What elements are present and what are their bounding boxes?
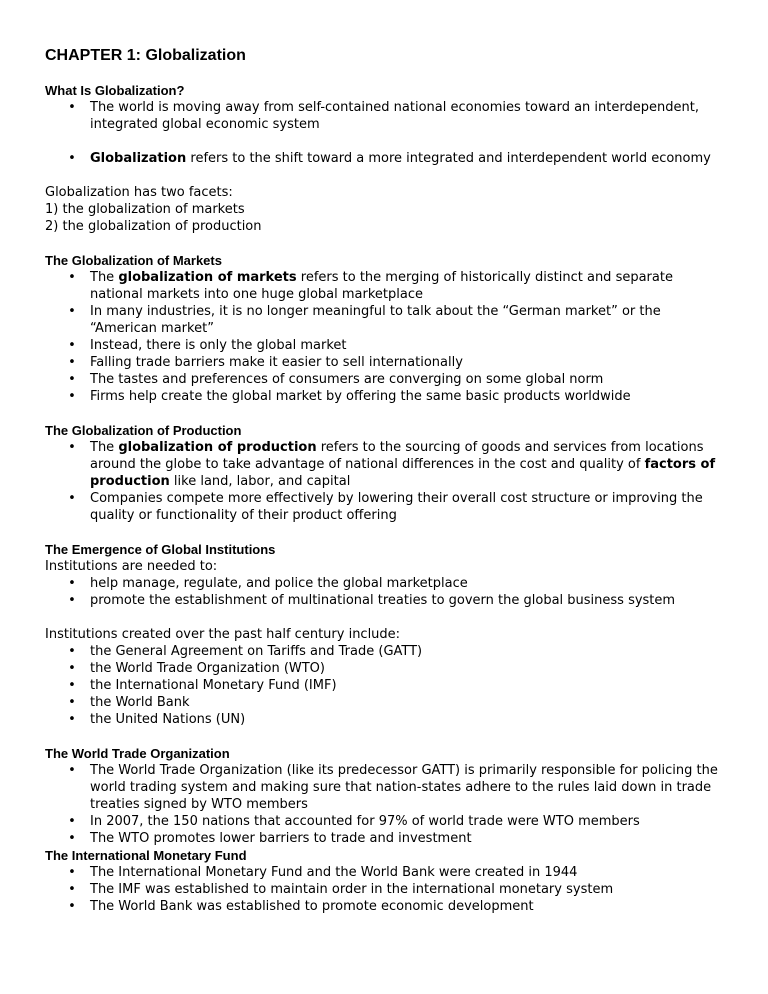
list-item: • Instead, there is only the global market [68,338,347,353]
list-production [45,439,728,524]
list-item: • the World Bank [68,695,190,710]
bullet-icon: • [68,593,76,608]
list-institution-needs [45,575,728,609]
list-item: • the United Nations (UN) [68,712,246,727]
bullet-icon: • [68,661,76,676]
bullet-icon: • [68,695,76,710]
bullet-icon: • [68,644,76,659]
bullet-icon: • [68,678,76,693]
heading-globalization-of-production: The Globalization of Production [45,423,242,438]
heading-what-is-globalization: What Is Globalization? [45,83,185,98]
bullet-icon: • [68,712,76,727]
list-item: • In many industries, it is no longer meaningful to talk about the “German market” or the “American market” [68,304,661,336]
facet-2: 2) the globalization of production [45,219,262,234]
bullet-icon: • [68,814,76,829]
list-item: • The WTO promotes lower barriers to trade and investment [68,831,472,846]
heading-global-institutions: The Emergence of Global Institutions [45,542,276,557]
bullet-icon: • [68,831,76,846]
bullet-icon: • [68,270,76,285]
list-item: • The IMF was established to maintain order in the international monetary system [68,882,614,897]
list-imf [45,864,728,915]
bullet-icon: • [68,100,76,115]
institutions-created-intro: Institutions created over the past half century include: [45,627,401,642]
bullet-icon: • [68,865,76,880]
list-item: • The International Monetary Fund and the World Bank were created in 1944 [68,865,578,880]
list-item: • help manage, regulate, and police the global marketplace [68,576,468,591]
institutions-intro: Institutions are needed to: [45,559,218,574]
list-item: • The World Trade Organization (like its predecessor GATT) is primarily responsible for policing the world trading system and making sure that nation-states adhere to the rules laid down in trade treaties signed by WTO members [68,763,718,812]
bullet-icon: • [68,304,76,319]
list-markets [45,269,728,405]
list-item: • The globalization of markets refers to the merging of historically distinct and separate national markets into one huge global marketplace [68,270,673,302]
chapter-title: CHAPTER 1: Globalization [45,47,246,64]
facet-1: 1) the globalization of markets [45,202,245,217]
bullet-icon: • [68,338,76,353]
list-item: • Companies compete more effectively by lowering their overall cost structure or improving the quality or functionality of their product offering [68,491,703,523]
bullet-icon: • [68,576,76,591]
list-item: • The tastes and preferences of consumers are converging on some global norm [68,372,604,387]
list-item: • Globalization refers to the shift toward a more integrated and interdependent world economy [68,151,711,166]
list-item: • the General Agreement on Tariffs and Trade (GATT) [68,644,423,659]
list-item: • The world is moving away from self-contained national economies toward an interdependent, integrated global economic system [68,100,699,132]
list-item: • Firms help create the global market by offering the same basic products worldwide [68,389,631,404]
facets-intro: Globalization has two facets: [45,185,233,200]
bullet-icon: • [68,491,76,506]
list-item: • promote the establishment of multinational treaties to govern the global business system [68,593,676,608]
list-item: • The globalization of production refers to the sourcing of goods and services from locations around the globe to take advantage of national differences in the cost and quality of factors of production like land, labor, and capital [68,440,716,489]
list-wto [45,762,728,847]
list-institutions-created [45,643,728,728]
list-item: • the World Trade Organization (WTO) [68,661,325,676]
heading-international-monetary-fund: The International Monetary Fund [45,848,247,863]
bullet-icon: • [68,151,76,166]
bullet-icon: • [68,899,76,914]
list-item: • In 2007, the 150 nations that accounted for 97% of world trade were WTO members [68,814,640,829]
bullet-icon: • [68,372,76,387]
list-globalization-definition [45,150,728,167]
list-item: • The World Bank was established to promote economic development [68,899,534,914]
bullet-icon: • [68,389,76,404]
heading-globalization-of-markets: The Globalization of Markets [45,253,222,268]
bullet-icon: • [68,440,76,455]
bullet-icon: • [68,882,76,897]
list-what-is [45,99,728,133]
bullet-icon: • [68,763,76,778]
list-item: • the International Monetary Fund (IMF) [68,678,337,693]
heading-world-trade-organization: The World Trade Organization [45,746,230,761]
list-item: • Falling trade barriers make it easier to sell internationally [68,355,463,370]
bullet-icon: • [68,355,76,370]
